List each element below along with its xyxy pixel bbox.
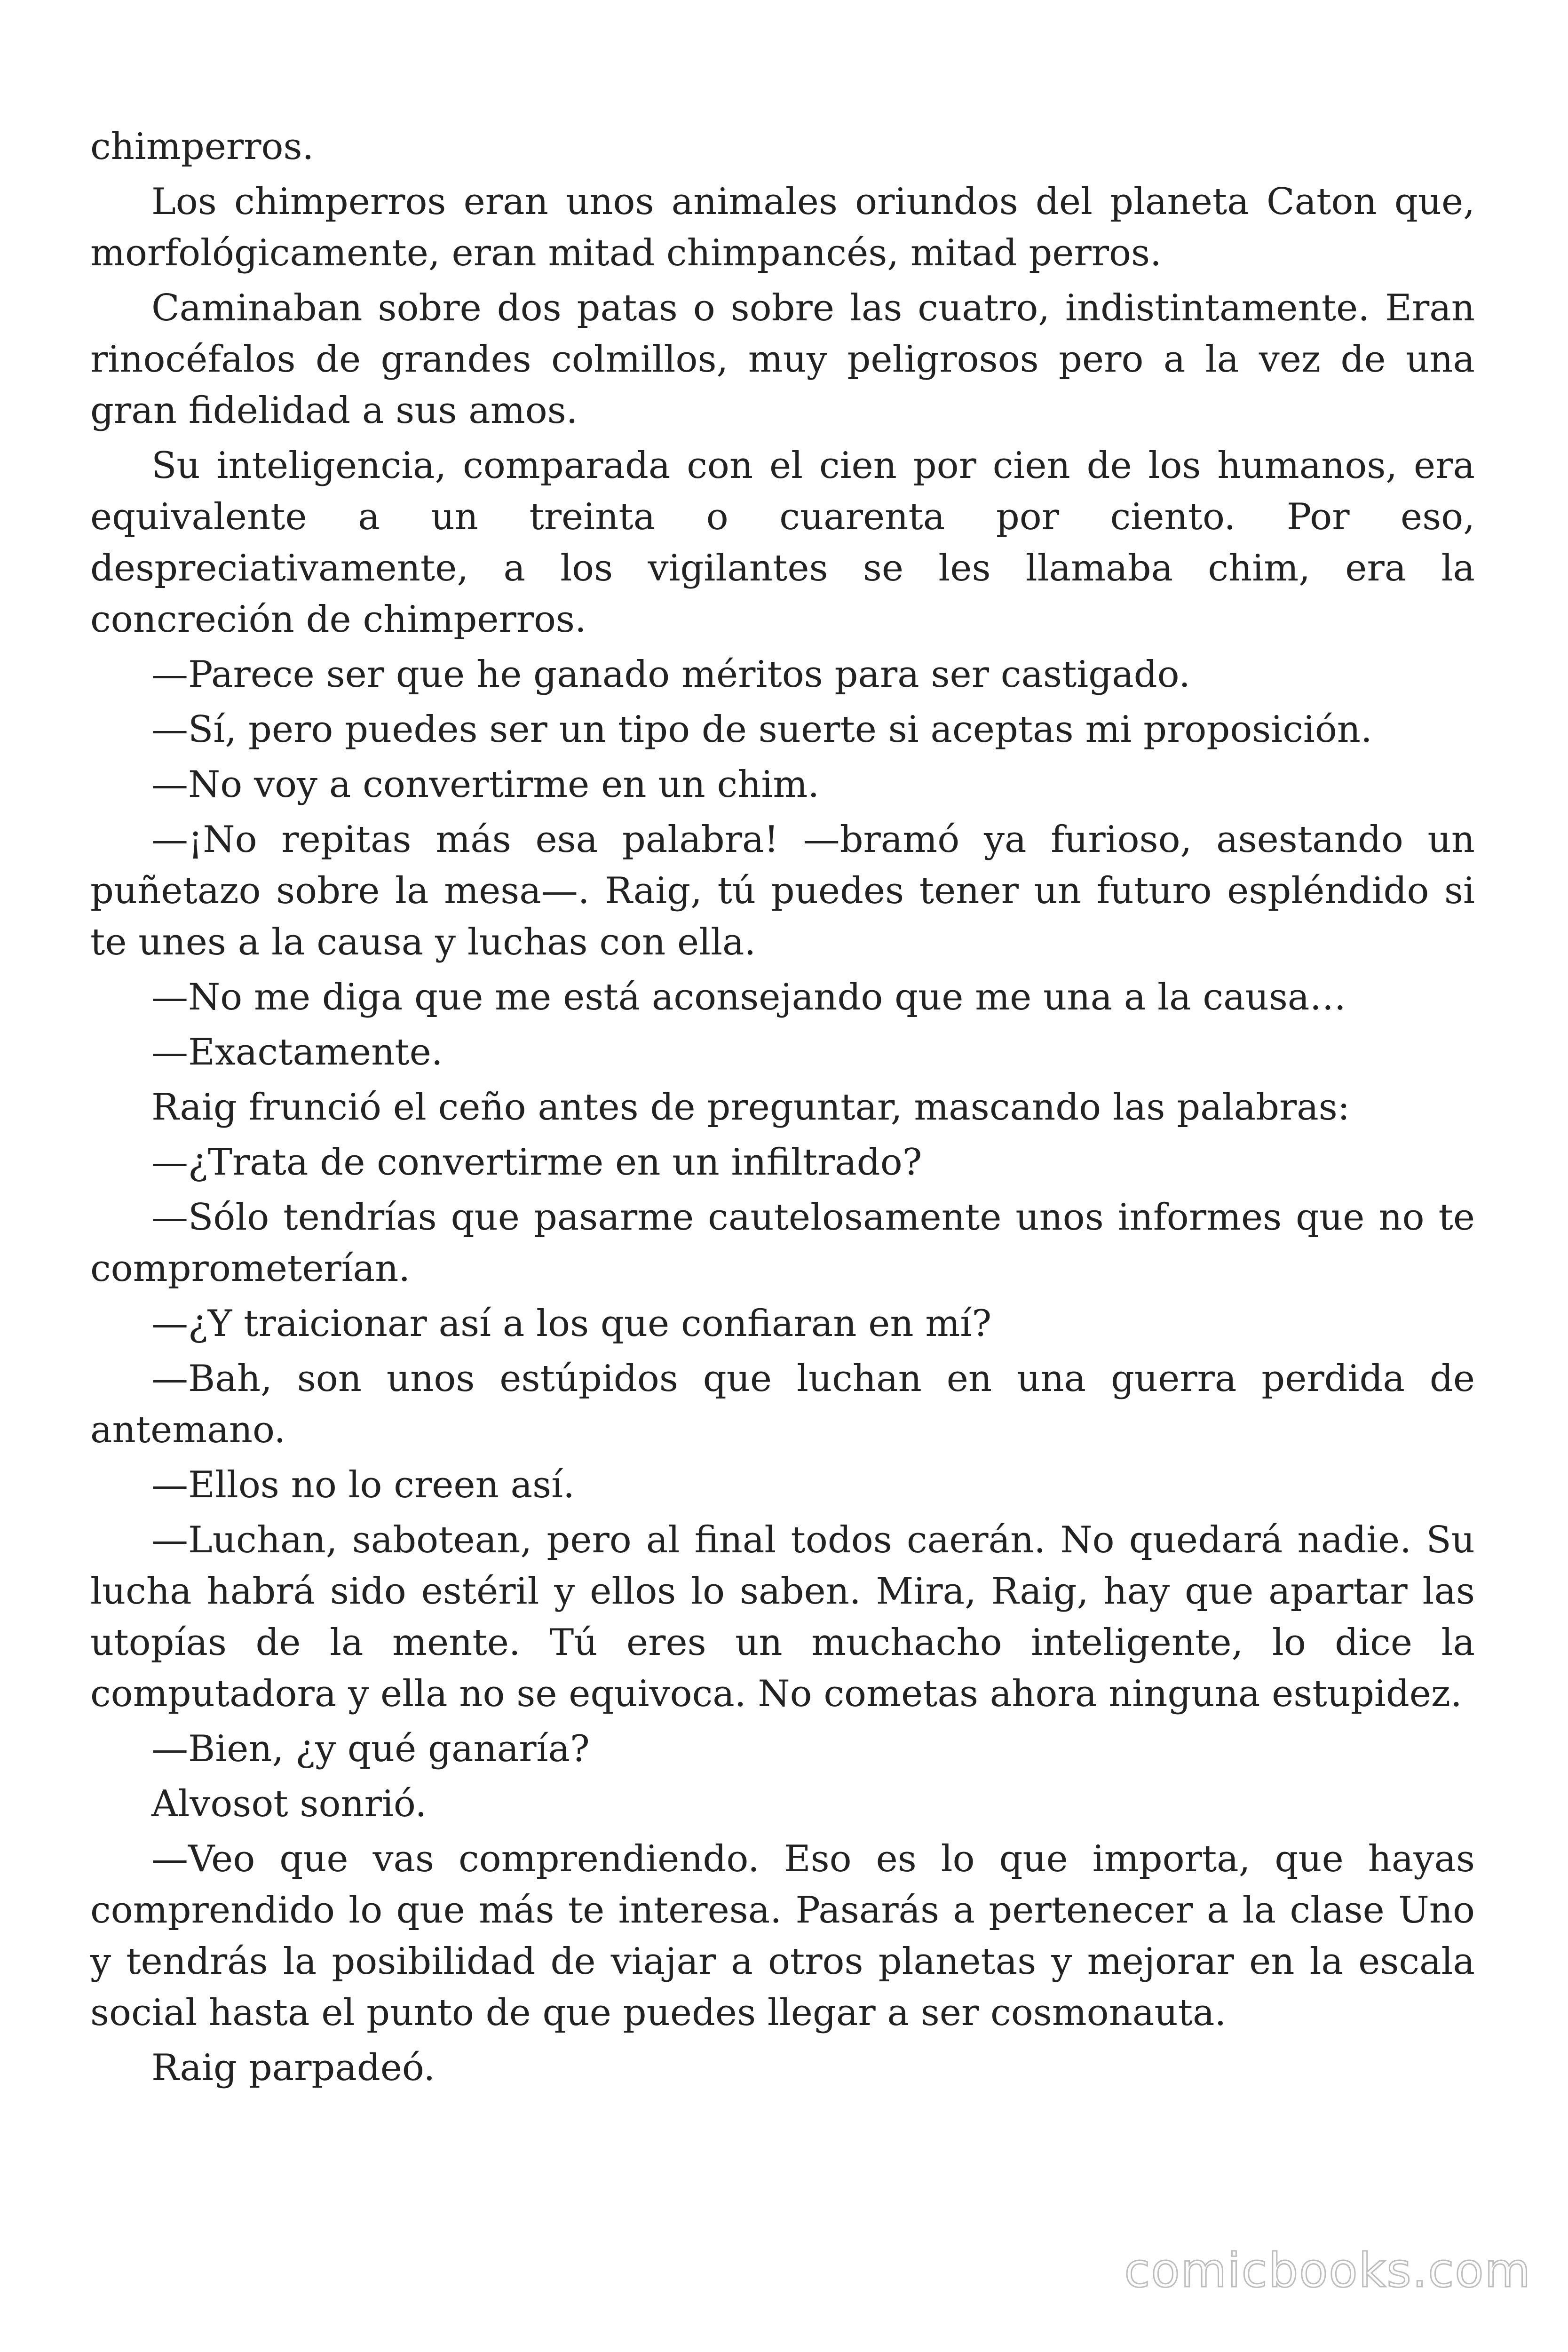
book-page-body <box>90 121 1475 2098</box>
paragraph-10: —Exactamente. <box>151 1031 443 1073</box>
paragraph-20: —Veo que vas comprendiendo. Eso es lo que importa, que hayas comprendido lo que más te interesa. Pasarás a pertenecer a la clase Uno y tendrás la posibilidad de viajar a otros planetas y mejorar en la escala social hasta el punto de que puedes llegar a ser cosmonauta. <box>90 1838 1475 2034</box>
paragraph-18: —Bien, ¿y qué ganaría? <box>151 1728 590 1770</box>
paragraph-6: —Sí, pero puedes ser un tipo de suerte si aceptas mi proposición. <box>151 708 1372 751</box>
paragraph-3: Caminaban sobre dos patas o sobre las cuatro, indistintamente. Eran rinocéfalos de grandes colmillos, muy peligrosos pero a la vez de una gran fidelidad a sus amos. <box>90 287 1475 432</box>
watermark-text: comicbooks.com <box>1124 2243 1531 2298</box>
paragraph-16: —Ellos no lo creen así. <box>151 1464 575 1506</box>
paragraph-1: chimperros. <box>90 126 314 168</box>
paragraph-21: Raig parpadeó. <box>151 2047 436 2089</box>
paragraph-7: —No voy a convertirme en un chim. <box>151 763 820 806</box>
paragraph-15: —Bah, son unos estúpidos que luchan en una guerra perdida de antemano. <box>90 1358 1475 1451</box>
paragraph-11: Raig frunció el ceño antes de preguntar, mascando las palabras: <box>151 1086 1350 1128</box>
paragraph-2: Los chimperros eran unos animales oriundos del planeta Caton que, morfológicamente, eran mitad chimpancés, mitad perros. <box>90 181 1475 274</box>
paragraph-12: —¿Trata de convertirme en un infiltrado? <box>151 1141 922 1184</box>
paragraph-9: —No me diga que me está aconsejando que me una a la causa… <box>151 976 1346 1018</box>
paragraph-14: —¿Y traicionar así a los que confiaran en mí? <box>151 1303 992 1345</box>
paragraph-4: Su inteligencia, comparada con el cien por cien de los humanos, era equivalente a un treinta o cuarenta por ciento. Por eso, despreciativamente, a los vigilantes se les llamaba chim, era la concreción de chimperros. <box>90 445 1475 641</box>
paragraph-19: Alvosot sonrió. <box>151 1783 427 1825</box>
paragraph-13: —Sólo tendrías que pasarme cautelosamente unos informes que no te comprometerían. <box>90 1196 1475 1290</box>
paragraph-8: —¡No repitas más esa palabra! —bramó ya furioso, asestando un puñetazo sobre la mesa—. Raig, tú puedes tener un futuro espléndido si te unes a la causa y luchas con ella. <box>90 818 1475 963</box>
paragraph-5: —Parece ser que he ganado méritos para ser castigado. <box>151 653 1191 696</box>
paragraph-17: —Luchan, sabotean, pero al final todos caerán. No quedará nadie. Su lucha habrá sido estéril y ellos lo saben. Mira, Raig, hay que apartar las utopías de la mente. Tú eres un muchacho inteligente, lo dice la computadora y ella no se equivoca. No cometas ahora ninguna estupidez. <box>90 1519 1475 1715</box>
